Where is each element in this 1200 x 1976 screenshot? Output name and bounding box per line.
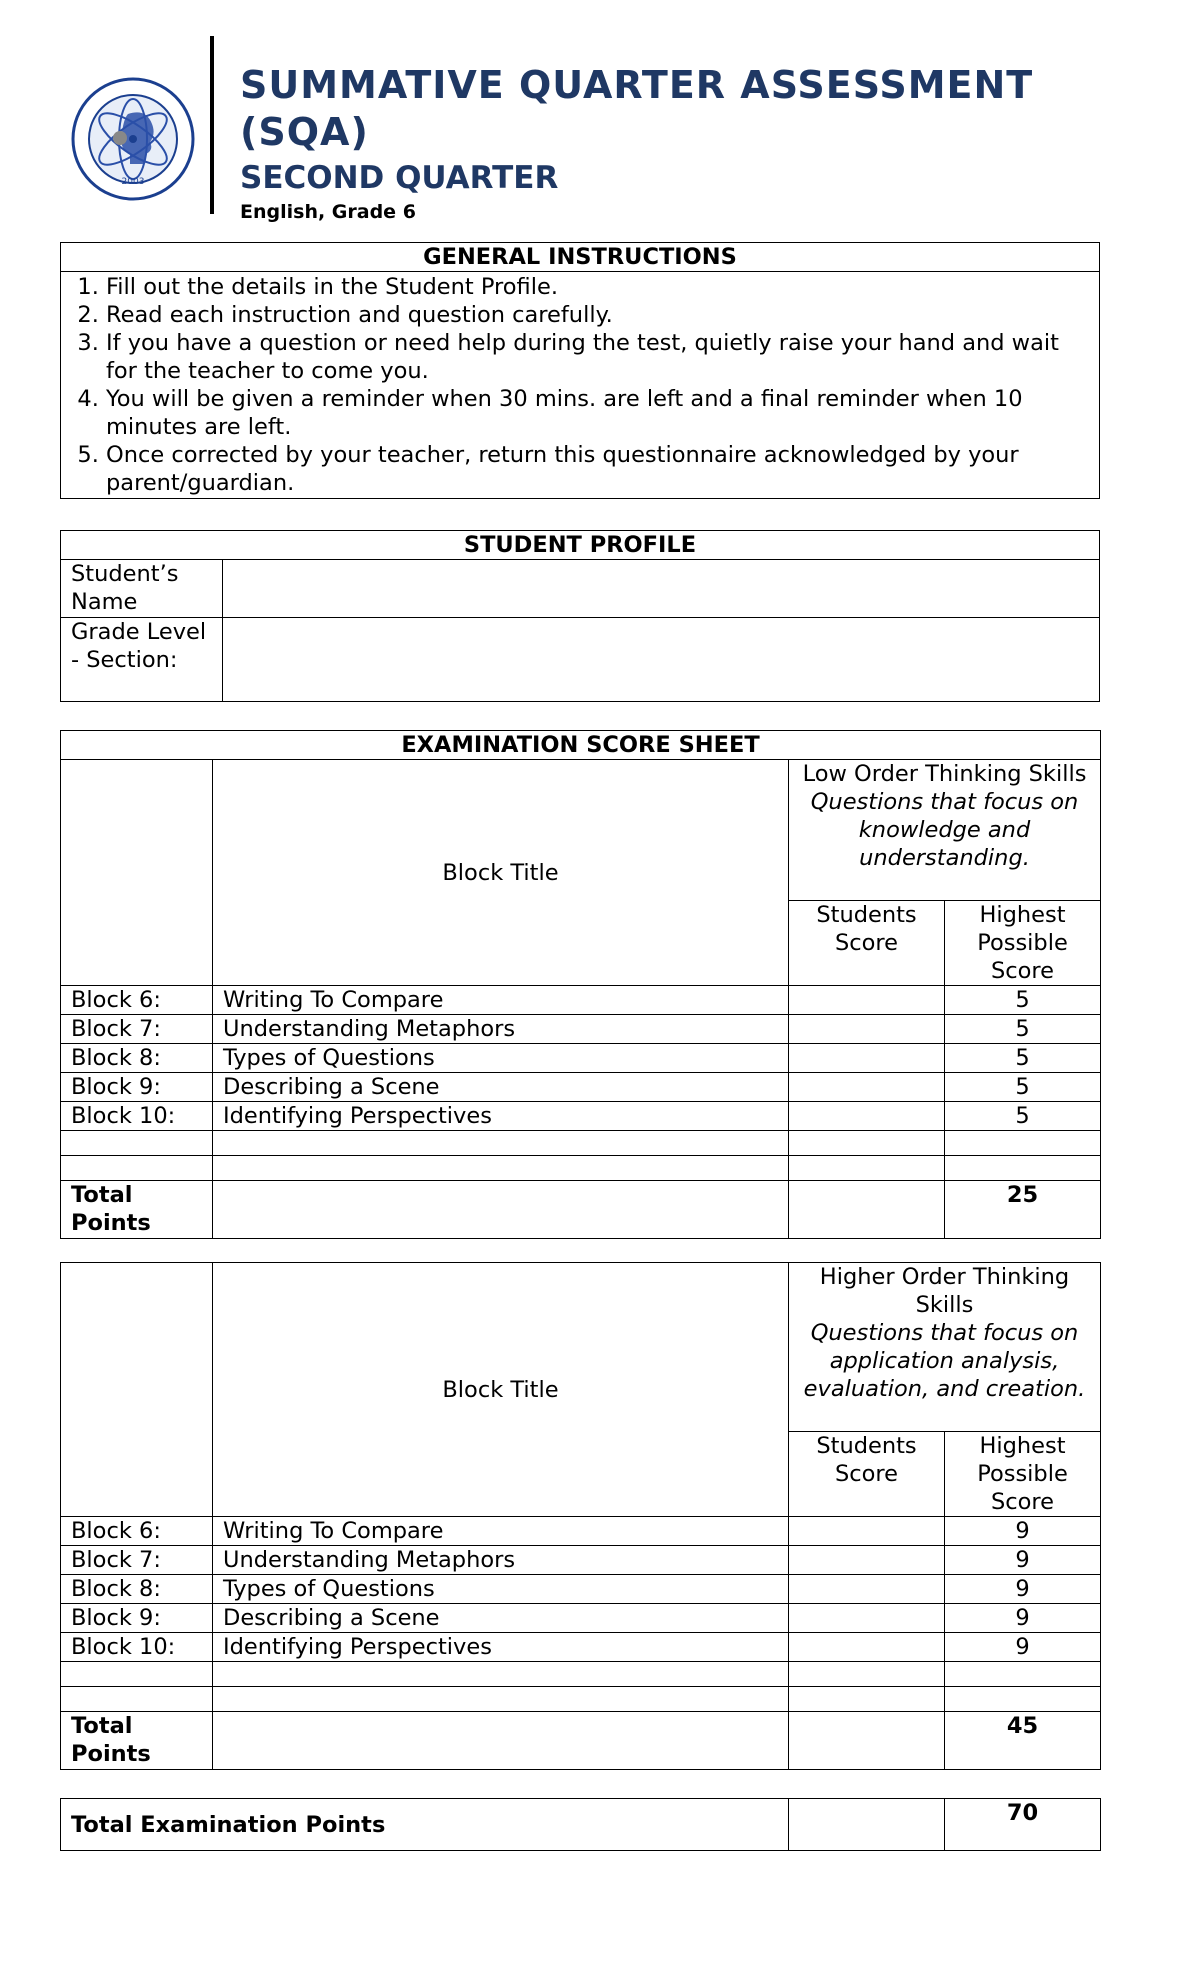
lots-total-empty (213, 1181, 789, 1239)
general-instructions-table (60, 242, 1100, 499)
instruction-item: 4. You will be given a reminder when 30 mins. are left and a final reminder when 10 minutes are left. (106, 385, 1085, 441)
lots-row-title: Understanding Metaphors (213, 1015, 789, 1044)
instruction-item: 5. Once corrected by your teacher, return this questionnaire acknowledged by your parent/guardian. (106, 441, 1085, 497)
lots-row-max: 5 (945, 986, 1101, 1015)
hots-row-block: Block 8: (61, 1575, 213, 1604)
score-sheet-hots-table (60, 1262, 1101, 1770)
lots-total-score-field[interactable] (789, 1181, 945, 1239)
hots-row-score-field[interactable] (789, 1633, 945, 1662)
hots-row-max: 9 (945, 1546, 1101, 1575)
grand-total-score-field[interactable] (789, 1799, 945, 1851)
lots-row-max: 5 (945, 1044, 1101, 1073)
instruction-item: 3. If you have a question or need help during the test, quietly raise your hand and wait for the teacher to come you. (106, 329, 1085, 385)
hots-row-max: 9 (945, 1604, 1101, 1633)
lots-row-title: Writing To Compare (213, 986, 789, 1015)
lots-row-title: Describing a Scene (213, 1073, 789, 1102)
hots-total-max: 45 (945, 1712, 1101, 1770)
school-logo (70, 76, 196, 202)
student-name-label: Student’s Name (61, 560, 223, 618)
instruction-item: 1. Fill out the details in the Student Profile. (106, 273, 1085, 301)
hots-row-title: Describing a Scene (213, 1604, 789, 1633)
grand-total-label: Total Examination Points (61, 1799, 789, 1851)
hots-row-block: Block 9: (61, 1604, 213, 1633)
lots-row-score-field[interactable] (789, 986, 945, 1015)
instruction-item: 2. Read each instruction and question carefully. (106, 301, 1085, 329)
hots-skill-header (789, 1263, 1101, 1432)
lots-blank-row (61, 1156, 1101, 1181)
subject-label: English, Grade 6 (240, 201, 416, 223)
lots-row-score-field[interactable] (789, 1073, 945, 1102)
lots-row-max: 5 (945, 1073, 1101, 1102)
hots-row-title: Understanding Metaphors (213, 1546, 789, 1575)
score-sheet-lots-table (60, 730, 1101, 1239)
lots-students-score-header: Students Score (789, 901, 945, 986)
lots-skill-description: Questions that focus on knowledge and understanding. (810, 789, 1079, 871)
hots-skill-description: Questions that focus on application analysis, evaluation, and creation. (803, 1320, 1086, 1402)
student-name-field[interactable] (223, 560, 1100, 618)
hots-row-score-field[interactable] (789, 1546, 945, 1575)
grade-section-field[interactable] (223, 618, 1100, 702)
lots-empty-header-cell (61, 760, 213, 986)
hots-empty-header-cell (61, 1263, 213, 1517)
lots-row-block: Block 10: (61, 1102, 213, 1131)
lots-row-max: 5 (945, 1015, 1101, 1044)
quarter-title: SECOND QUARTER (240, 160, 559, 196)
header-titles (240, 62, 1090, 224)
hots-row-max: 9 (945, 1517, 1101, 1546)
grade-section-label: Grade Level - Section: (61, 618, 223, 702)
svg-text:2003: 2003 (121, 177, 145, 187)
hots-blank-row (61, 1687, 1101, 1712)
lots-total-label: Total Points (61, 1181, 213, 1239)
hots-row-block: Block 10: (61, 1633, 213, 1662)
lots-blank-row (61, 1131, 1101, 1156)
hots-skill-title: Higher Order Thinking Skills (819, 1264, 1070, 1318)
document-title: SUMMATIVE QUARTER ASSESSMENT (SQA) (240, 63, 1034, 154)
lots-skill-title: Low Order Thinking Skills (802, 761, 1087, 787)
hots-total-empty (213, 1712, 789, 1770)
lots-highest-score-header: Highest Possible Score (945, 901, 1101, 986)
profile-heading: STUDENT PROFILE (61, 531, 1100, 560)
hots-total-label: Total Points (61, 1712, 213, 1770)
lots-row-score-field[interactable] (789, 1015, 945, 1044)
hots-row-max: 9 (945, 1633, 1101, 1662)
instructions-list (61, 272, 1099, 498)
hots-row-block: Block 7: (61, 1546, 213, 1575)
score-sheet-heading: EXAMINATION SCORE SHEET (61, 731, 1101, 760)
header-divider (210, 36, 214, 214)
hots-row-score-field[interactable] (789, 1517, 945, 1546)
lots-row-max: 5 (945, 1102, 1101, 1131)
lots-total-max: 25 (945, 1181, 1101, 1239)
hots-students-score-header: Students Score (789, 1432, 945, 1517)
lots-row-title: Types of Questions (213, 1044, 789, 1073)
lots-skill-header (789, 760, 1101, 901)
hots-total-score-field[interactable] (789, 1712, 945, 1770)
lots-row-score-field[interactable] (789, 1044, 945, 1073)
lots-row-score-field[interactable] (789, 1102, 945, 1131)
hots-row-title: Types of Questions (213, 1575, 789, 1604)
student-profile-table (60, 530, 1100, 702)
lots-row-block: Block 6: (61, 986, 213, 1015)
hots-row-block: Block 6: (61, 1517, 213, 1546)
lots-row-block: Block 9: (61, 1073, 213, 1102)
lots-row-title: Identifying Perspectives (213, 1102, 789, 1131)
lots-block-title-header: Block Title (213, 760, 789, 986)
instructions-body (61, 272, 1100, 499)
grand-total-max: 70 (945, 1799, 1101, 1851)
instructions-heading: GENERAL INSTRUCTIONS (61, 243, 1100, 272)
hots-row-score-field[interactable] (789, 1575, 945, 1604)
hots-highest-score-header: Highest Possible Score (945, 1432, 1101, 1517)
hots-block-title-header: Block Title (213, 1263, 789, 1517)
hots-row-max: 9 (945, 1575, 1101, 1604)
lots-row-block: Block 7: (61, 1015, 213, 1044)
hots-blank-row (61, 1662, 1101, 1687)
hots-row-title: Identifying Perspectives (213, 1633, 789, 1662)
lots-row-block: Block 8: (61, 1044, 213, 1073)
hots-row-title: Writing To Compare (213, 1517, 789, 1546)
document-header (70, 36, 1100, 223)
grand-total-table (60, 1798, 1101, 1851)
hots-row-score-field[interactable] (789, 1604, 945, 1633)
